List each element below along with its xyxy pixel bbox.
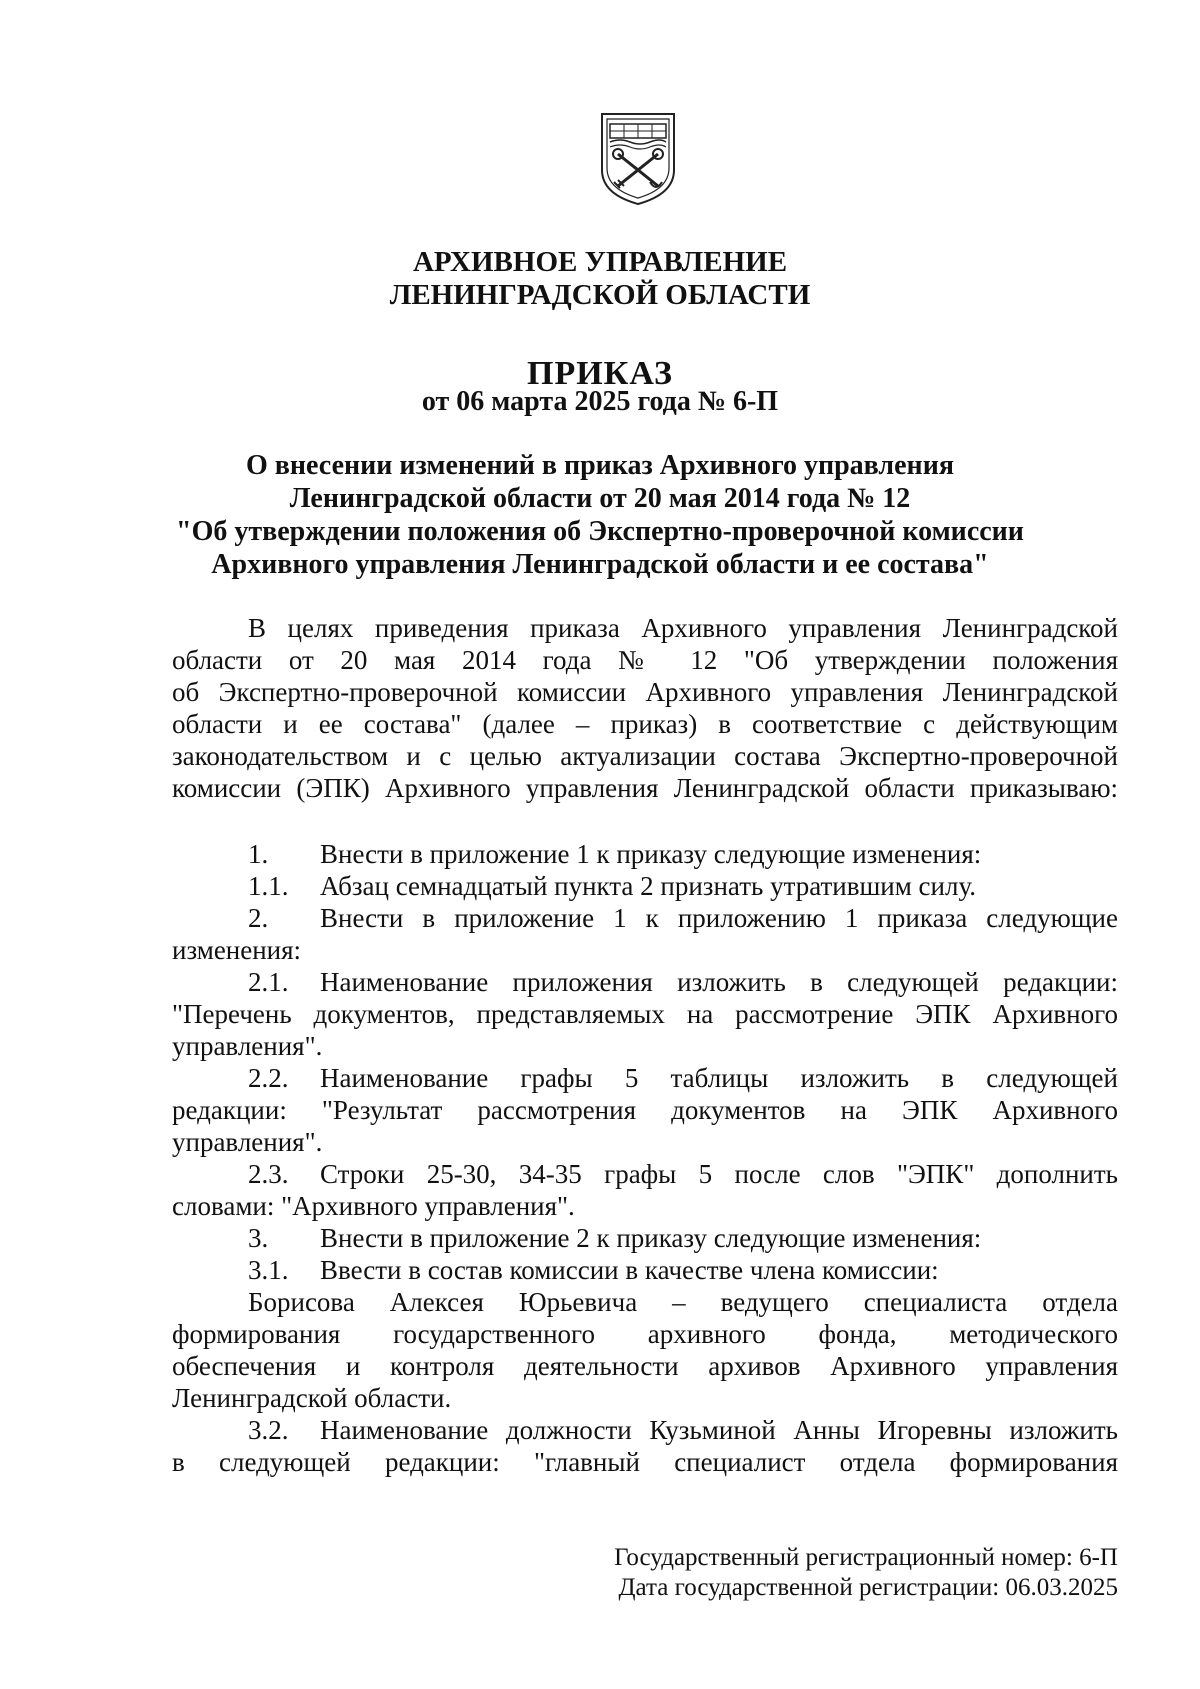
- org-line-1: АРХИВНОЕ УПРАВЛЕНИЕ: [412, 246, 788, 278]
- item-number: 2.: [248, 903, 269, 933]
- preamble-line: В целях приведения приказа Архивного управления Ленинградской: [248, 613, 1118, 643]
- list-item: [172, 1254, 1118, 1286]
- item-text: Абзац семнадцатый пункта 2 признать утратившим силу.: [320, 871, 977, 901]
- item-number: 2.1.: [248, 967, 289, 997]
- list-item: [172, 1158, 1118, 1190]
- preamble-line: области и ее состава" (далее – приказ) в соответствие с действующим: [172, 709, 1118, 739]
- item-number: 3.: [248, 1223, 269, 1253]
- order-items: [172, 838, 1118, 1478]
- list-item: [172, 966, 1118, 998]
- item-continuation: управления".: [172, 1127, 323, 1157]
- organization-name: [0, 246, 1200, 312]
- item-text: Наименование должности Кузьминой Анны Игоревны изложить: [320, 1415, 1118, 1445]
- subject-line-2: Ленинградской области от 20 мая 2014 года № 12: [289, 483, 911, 514]
- item-number: 1.: [248, 839, 269, 869]
- subject-line-4: Архивного управления Ленинградской области и ее состава": [211, 549, 989, 580]
- subject-line-3: "Об утверждении положения об Экспертно-проверочной комиссии: [176, 516, 1024, 547]
- list-item: [172, 1222, 1118, 1254]
- item-number: 2.3.: [248, 1159, 289, 1189]
- item-continuation: "Перечень документов, представляемых на рассмотрение ЭПК Архивного: [172, 999, 1118, 1029]
- doc-type: ПРИКАЗ: [527, 355, 673, 392]
- paragraph-line: обеспечения и контроля деятельности архивов Архивного управления: [172, 1351, 1118, 1381]
- list-item: [172, 902, 1118, 934]
- preamble-line: об Экспертно-проверочной комиссии Архивного управления Ленинградской: [172, 677, 1118, 707]
- doc-subject: [0, 449, 1200, 581]
- org-line-2: ЛЕНИНГРАДСКОЙ ОБЛАСТИ: [389, 279, 811, 311]
- preamble-line: комиссии (ЭПК) Архивного управления Ленинградской области приказываю:: [172, 773, 1118, 803]
- preamble-line: законодательством и с целью актуализации состава Экспертно-проверочной: [172, 741, 1118, 771]
- coat-of-arms-icon: [598, 110, 678, 206]
- registration-info: [614, 1543, 1118, 1603]
- preamble: [172, 612, 1118, 804]
- item-number: 2.2.: [248, 1063, 289, 1093]
- subject-line-1: О внесении изменений в приказ Архивного управления: [246, 450, 954, 481]
- preamble-line: области от 20 мая 2014 года № 12 "Об утверждении положения: [172, 645, 1118, 675]
- list-item: [172, 870, 1118, 902]
- item-number: 3.1.: [248, 1255, 289, 1285]
- item-number: 3.2.: [248, 1415, 289, 1445]
- item-number: 1.1.: [248, 871, 289, 901]
- item-continuation: словами: "Архивного управления".: [172, 1191, 575, 1221]
- item-text: Внести в приложение 1 к приказу следующие изменения:: [320, 839, 982, 869]
- item-text: Наименование приложения изложить в следующей редакции:: [320, 967, 1118, 997]
- paragraph-line: Ленинградской области.: [172, 1383, 452, 1413]
- registration-number: Государственный регистрационный номер: 6-П: [614, 1544, 1118, 1571]
- list-item: [172, 838, 1118, 870]
- list-item: [172, 1062, 1118, 1094]
- item-text: Внести в приложение 2 к приказу следующие изменения:: [320, 1223, 982, 1253]
- item-text: Ввести в состав комиссии в качестве члена комиссии:: [320, 1255, 939, 1285]
- item-continuation: изменения:: [172, 935, 302, 965]
- list-item: [172, 1414, 1118, 1446]
- doc-date: от 06 марта 2025 года № 6-П: [421, 386, 779, 417]
- registration-date: Дата государственной регистрации: 06.03.2025: [618, 1574, 1118, 1601]
- item-text: Наименование графы 5 таблицы изложить в следующей: [320, 1063, 1118, 1093]
- paragraph-line: формирования государственного архивного фонда, методического: [172, 1319, 1118, 1349]
- item-text: Внести в приложение 1 к приложению 1 приказа следующие: [320, 903, 1118, 933]
- paragraph-line: Борисова Алексея Юрьевича – ведущего специалиста отдела: [248, 1287, 1118, 1317]
- item-continuation: редакции: "Результат рассмотрения документов на ЭПК Архивного: [172, 1095, 1118, 1125]
- item-text: Строки 25-30, 34-35 графы 5 после слов "ЭПК" дополнить: [320, 1159, 1118, 1189]
- item-continuation: в следующей редакции: "главный специалист отдела формирования: [172, 1447, 1118, 1477]
- item-continuation: управления".: [172, 1031, 323, 1061]
